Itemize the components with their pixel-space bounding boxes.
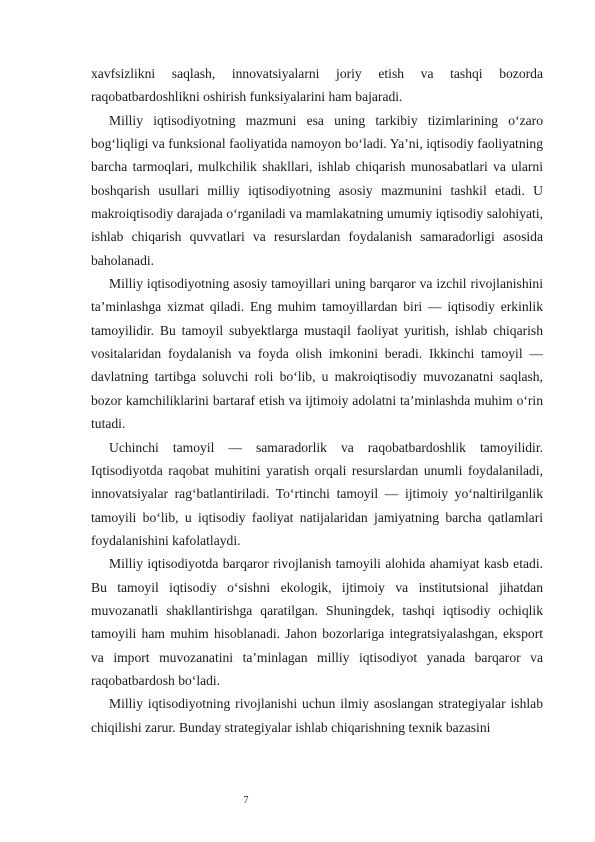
paragraph-continuation: xavfsizlikni saqlash, innovatsiyalarni joriy etish va tashqi bozorda raqobatbardoshlikni oshirish funksiyalarini ham bajaradi.: [91, 66, 543, 105]
page-number: 7: [243, 795, 249, 806]
paragraph-principles: Milliy iqtisodiyotning asosiy tamoyillari uning barqaror va izchil rivojlanishini ta’minlashga xizmat qiladi. Eng muhim tamoyillardan biri — iqtisodiy erkinlik tamoyilidir. Bu tamoyil subyektlarga mustaqil faoliyat yuritish, ishlab chiqarish vositalaridan foydalanish va foyda olish imkonini beradi. Ikkinchi tamoyil — davlatning tartibga soluvchi roli bo‘lib, u makroiqtisodiy muvozanatni saqlash, bozor kamchiliklarini bartaraf etish va ijtimoiy adolatni ta’minlashda muhim o‘rin tutadi.: [91, 276, 543, 432]
paragraph-strategies: Milliy iqtisodiyotning rivojlanishi uchun ilmiy asoslangan strategiyalar ishlab chiqilishi zarur. Bunday strategiyalar ishlab chiqarishning texnik bazasini: [91, 696, 543, 735]
paragraph-third-principle: Uchinchi tamoyil — samaradorlik va raqobatbardoshlik tamoyilidir. Iqtisodiyotda raqobat muhitini yaratish orqali resurslardan unumli foydalaniladi, innovatsiyalar rag‘batlantiriladi. To‘rtinchi tamoyil — ijtimoiy yo‘naltirilganlik tamoyili bo‘lib, u iqtisodiy faoliyat natijalaridan jamiyatning barcha qatlamlari foydalanishini kafolatlaydi.: [91, 439, 543, 548]
body-text: [91, 62, 543, 739]
paragraph-sustainable-development: Milliy iqtisodiyotda barqaror rivojlanish tamoyili alohida ahamiyat kasb etadi. Bu tamoyil iqtisodiy o‘sishni ekologik, ijtimoiy va institutsional jihatdan muvozanatli shakllantirishga qaratilgan. Shuningdek, tashqi iqtisodiy ochiqlik tamoyili ham muhim hisoblanadi. Jahon bozorlariga integratsiyalashgan, eksport va import muvozanatini ta’minlagan milliy iqtisodiyot yanada barqaror va raqobatbardosh bo‘ladi.: [91, 556, 543, 688]
paragraph-content: Milliy iqtisodiyotning mazmuni esa uning tarkibiy tizimlarining o‘zaro bog‘liqligi va funksional faoliyatida namoyon bo‘ladi. Ya’ni, iqtisodiy faoliyatning barcha tarmoqlari, mulkchilik shakllari, ishlab chiqarish munosabatlari va ularni boshqarish usullari milliy iqtisodiyotning asosiy mazmunini tashkil etadi. U makroiqtisodiy darajada o‘rganiladi va mamlakatning umumiy iqtisodiy salohiyati, ishlab chiqarish quvvatlari va resurslardan foydalanish samaradorligi asosida baholanadi.: [91, 112, 543, 268]
